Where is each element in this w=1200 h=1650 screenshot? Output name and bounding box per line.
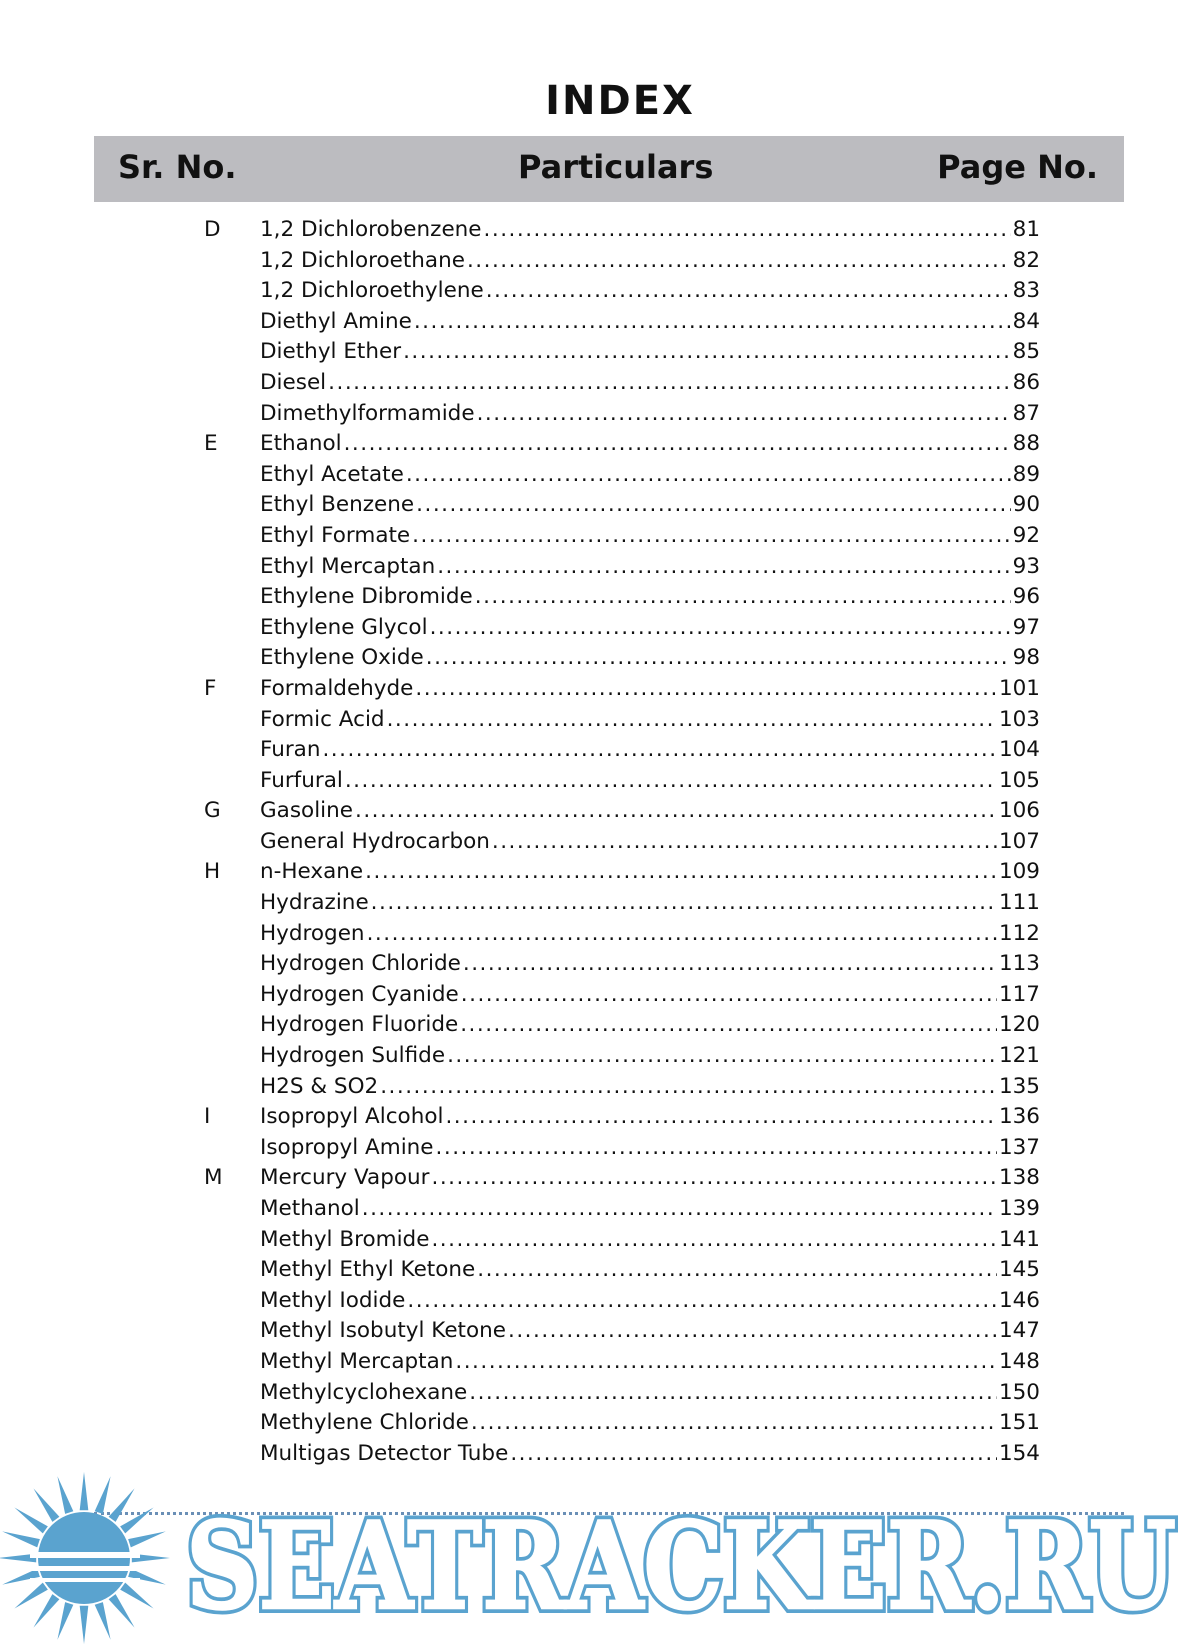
entry-page-number: 84	[1012, 308, 1040, 334]
entry-name: Hydrazine	[260, 890, 369, 916]
sun-ray	[95, 1602, 111, 1640]
entry-name: Methylcyclohexane	[260, 1379, 468, 1405]
sun-ray	[33, 1488, 59, 1521]
entry-page-number: 148	[998, 1348, 1040, 1374]
entry-name: 1,2 Dichloroethane	[260, 247, 465, 273]
index-entry	[260, 707, 1040, 732]
index-row	[0, 552, 1200, 583]
entry-page-number: 101	[998, 675, 1040, 701]
sun-ray	[109, 1594, 135, 1627]
dot-leader	[469, 1380, 997, 1405]
entry-page-number: 88	[1012, 431, 1040, 457]
entry-name: Methyl Iodide	[260, 1287, 406, 1313]
entry-page-number: 104	[998, 737, 1040, 763]
index-row	[0, 1316, 1200, 1347]
entry-name: Methyl Bromide	[260, 1226, 430, 1252]
index-entry	[260, 1165, 1040, 1190]
dot-leader	[460, 1012, 997, 1037]
entry-page-number: 90	[1012, 492, 1040, 518]
index-row	[0, 1225, 1200, 1256]
index-entry	[260, 401, 1040, 426]
entry-page-number: 92	[1012, 522, 1040, 548]
index-letter: F	[204, 675, 217, 701]
entry-name: Methyl Ethyl Ketone	[260, 1257, 476, 1283]
entry-page-number: 107	[998, 828, 1040, 854]
index-entry	[260, 1227, 1040, 1252]
entry-page-number: 145	[998, 1257, 1040, 1283]
dot-leader	[475, 584, 1011, 609]
index-letter: E	[204, 431, 218, 457]
entry-page-number: 138	[998, 1165, 1040, 1191]
index-row	[0, 1194, 1200, 1225]
index-entry	[260, 798, 1040, 823]
index-entry	[260, 248, 1040, 273]
index-row	[0, 1163, 1200, 1194]
index-row	[0, 460, 1200, 491]
entry-name: Ethyl Mercaptan	[260, 553, 436, 579]
entry-name: Hydrogen Sulfide	[260, 1043, 446, 1069]
entry-name: Isopropyl Alcohol	[260, 1104, 444, 1130]
index-list	[0, 215, 1200, 1469]
index-letter: D	[204, 217, 221, 242]
entry-name: Hydrogen Fluoride	[260, 1012, 459, 1038]
index-row	[0, 1102, 1200, 1133]
dot-leader	[355, 798, 997, 823]
entry-page-number: 86	[1012, 369, 1040, 395]
index-row	[0, 368, 1200, 399]
dot-leader	[403, 339, 1011, 364]
entry-name: Hydrogen Chloride	[260, 951, 461, 977]
index-entry	[260, 278, 1040, 303]
entry-name: Multigas Detector Tube	[260, 1440, 509, 1466]
dot-leader	[345, 768, 997, 793]
index-letter: G	[204, 798, 221, 824]
index-entry	[260, 217, 1040, 242]
index-row	[0, 1010, 1200, 1041]
sun-ray	[120, 1583, 153, 1609]
index-row	[0, 276, 1200, 307]
entry-page-number: 117	[998, 981, 1040, 1007]
entry-page-number: 112	[998, 920, 1040, 946]
entry-page-number: 135	[998, 1073, 1040, 1099]
dot-leader	[431, 1227, 997, 1252]
index-entry	[260, 768, 1040, 793]
index-entry	[260, 921, 1040, 946]
entry-name: 1,2 Dichlorobenzene	[260, 217, 482, 242]
entry-page-number: 141	[998, 1226, 1040, 1252]
entry-name: Hydrogen Cyanide	[260, 981, 459, 1007]
index-row	[0, 246, 1200, 277]
index-row	[0, 705, 1200, 736]
entry-page-number: 139	[998, 1196, 1040, 1221]
index-entry	[260, 982, 1040, 1007]
sun-ray	[128, 1569, 166, 1585]
index-row	[0, 215, 1200, 246]
entry-page-number: 109	[998, 859, 1040, 885]
index-row	[0, 1408, 1200, 1439]
index-row	[0, 582, 1200, 613]
entry-page-number: 85	[1012, 339, 1040, 365]
index-row	[0, 1347, 1200, 1378]
index-row	[0, 674, 1200, 705]
entry-name: Methylene Chloride	[260, 1410, 469, 1436]
index-entry	[260, 676, 1040, 701]
index-entry	[260, 890, 1040, 915]
index-entry	[260, 554, 1040, 579]
entry-name: n-Hexane	[260, 859, 364, 885]
entry-page-number: 98	[1012, 645, 1040, 671]
index-row	[0, 1255, 1200, 1286]
index-entry	[260, 1441, 1040, 1466]
index-entry	[260, 737, 1040, 762]
sun-ray	[109, 1488, 135, 1521]
entry-name: 1,2 Dichloroethylene	[260, 278, 484, 304]
index-entry	[260, 829, 1040, 854]
dot-leader	[380, 1074, 997, 1099]
index-row	[0, 490, 1200, 521]
watermark-text-inline: SEATRACKER.RU	[186, 1496, 1176, 1637]
index-entry	[260, 1043, 1040, 1068]
header-sr-no: Sr. No.	[118, 148, 237, 186]
entry-name: Ethylene Glycol	[260, 614, 428, 640]
sun-ray	[2, 1531, 40, 1547]
sun-ray	[57, 1602, 73, 1640]
entry-name: Hydrogen	[260, 920, 365, 946]
dot-leader	[371, 890, 997, 915]
dot-leader	[387, 707, 997, 732]
entry-name: Diethyl Amine	[260, 308, 412, 334]
index-entry	[260, 1288, 1040, 1313]
index-entry	[260, 1074, 1040, 1099]
dot-leader	[471, 1410, 997, 1435]
dot-leader	[365, 859, 997, 884]
index-entry	[260, 584, 1040, 609]
sun-ray	[80, 1472, 89, 1510]
dot-leader	[415, 676, 997, 701]
dot-leader	[430, 615, 1011, 640]
dot-leader	[407, 1288, 997, 1313]
index-row	[0, 1133, 1200, 1164]
entry-name: Ethyl Formate	[260, 522, 411, 548]
index-row	[0, 337, 1200, 368]
entry-name: General Hydrocarbon	[260, 828, 490, 854]
dot-leader	[492, 829, 997, 854]
entry-page-number: 137	[998, 1134, 1040, 1160]
dot-leader	[431, 1165, 996, 1190]
dot-leader	[426, 645, 1011, 670]
index-entry	[260, 309, 1040, 334]
entry-page-number: 87	[1012, 400, 1040, 426]
index-row	[0, 857, 1200, 888]
index-row	[0, 919, 1200, 950]
entry-page-number: 83	[1012, 278, 1040, 304]
dot-leader	[406, 462, 1011, 487]
dot-leader	[437, 554, 1010, 579]
index-entry	[260, 1104, 1040, 1129]
entry-page-number: 120	[998, 1012, 1040, 1038]
index-entry	[260, 1410, 1040, 1435]
index-row	[0, 888, 1200, 919]
index-letter: I	[204, 1104, 211, 1130]
index-row	[0, 307, 1200, 338]
entry-name: Ethylene Dibromide	[260, 584, 473, 610]
entry-name: Ethanol	[260, 431, 342, 457]
index-row	[0, 949, 1200, 980]
index-row	[0, 735, 1200, 766]
dot-leader	[463, 951, 997, 976]
dot-leader	[461, 982, 997, 1007]
entry-page-number: 146	[998, 1287, 1040, 1313]
entry-name: Dimethylformamide	[260, 400, 475, 426]
index-entry	[260, 1012, 1040, 1037]
dot-leader	[344, 431, 1011, 456]
entry-name: Methyl Mercaptan	[260, 1348, 454, 1374]
index-letter: H	[204, 859, 221, 885]
entry-page-number: 81	[1012, 217, 1040, 242]
entry-name: Furan	[260, 737, 321, 763]
dot-leader	[447, 1043, 997, 1068]
entry-name: Ethyl Acetate	[260, 461, 404, 487]
index-row	[0, 1286, 1200, 1317]
entry-page-number: 147	[998, 1318, 1040, 1344]
entry-name: Isopropyl Amine	[260, 1134, 434, 1160]
entry-name: Formic Acid	[260, 706, 385, 732]
dot-leader	[477, 401, 1011, 426]
entry-page-number: 103	[998, 706, 1040, 732]
entry-page-number: 93	[1012, 553, 1040, 579]
entry-page-number: 136	[998, 1104, 1040, 1130]
entry-page-number: 111	[998, 890, 1040, 916]
index-entry	[260, 370, 1040, 395]
entry-page-number: 82	[1012, 247, 1040, 273]
sun-logo-icon	[0, 1472, 170, 1644]
sun-ray	[80, 1606, 89, 1644]
entry-name: Gasoline	[260, 798, 353, 824]
watermark	[0, 1470, 1200, 1650]
entry-name: H2S & SO2	[260, 1073, 379, 1099]
watermark-text: SEATRACKER.RU	[186, 1496, 1176, 1637]
entry-name: Methanol	[260, 1196, 360, 1221]
sun-ray	[2, 1569, 40, 1585]
entry-name: Formaldehyde	[260, 675, 414, 701]
index-row	[0, 1378, 1200, 1409]
index-row	[0, 1439, 1200, 1470]
dot-leader	[477, 1257, 997, 1282]
index-entry	[260, 431, 1040, 456]
dot-leader	[436, 1135, 997, 1160]
dot-leader	[322, 737, 996, 762]
dot-leader	[467, 248, 1011, 273]
dot-leader	[445, 1104, 996, 1129]
sun-ray	[14, 1583, 47, 1609]
index-row	[0, 827, 1200, 858]
entry-page-number: 150	[998, 1379, 1040, 1405]
entry-name: Ethyl Benzene	[260, 492, 415, 518]
entry-name: Diesel	[260, 369, 327, 395]
entry-name: Ethylene Oxide	[260, 645, 424, 671]
dot-leader	[455, 1349, 997, 1374]
index-row	[0, 766, 1200, 797]
index-entry	[260, 615, 1040, 640]
entry-page-number: 105	[998, 767, 1040, 793]
index-entry	[260, 1135, 1040, 1160]
entry-page-number: 121	[998, 1043, 1040, 1069]
dot-leader	[510, 1441, 997, 1466]
index-row	[0, 399, 1200, 430]
index-entry	[260, 492, 1040, 517]
index-row	[0, 521, 1200, 552]
entry-page-number: 96	[1012, 584, 1040, 610]
entry-page-number: 97	[1012, 614, 1040, 640]
index-entry	[260, 339, 1040, 364]
dot-leader	[362, 1196, 997, 1221]
index-entry	[260, 462, 1040, 487]
sun-ray	[95, 1476, 111, 1514]
header-particulars: Particulars	[518, 148, 714, 186]
entry-page-number: 154	[998, 1440, 1040, 1466]
index-row	[0, 613, 1200, 644]
dot-leader	[508, 1318, 997, 1343]
sun-ray	[128, 1531, 166, 1547]
index-row	[0, 429, 1200, 460]
index-row	[0, 1072, 1200, 1103]
entry-page-number: 89	[1012, 461, 1040, 487]
entry-page-number: 106	[998, 798, 1040, 824]
index-row	[0, 643, 1200, 674]
index-entry	[260, 859, 1040, 884]
sun-ray	[120, 1507, 153, 1533]
index-entry	[260, 951, 1040, 976]
entry-name: Furfural	[260, 767, 343, 793]
dot-leader	[367, 921, 997, 946]
index-letter: M	[204, 1165, 223, 1191]
index-entry	[260, 645, 1040, 670]
entry-page-number: 151	[998, 1410, 1040, 1436]
entry-name: Diethyl Ether	[260, 339, 402, 365]
index-row	[0, 796, 1200, 827]
index-entry	[260, 1257, 1040, 1282]
dot-leader	[484, 217, 1011, 242]
index-row	[0, 1041, 1200, 1072]
sun-ray	[14, 1507, 47, 1533]
index-row	[0, 980, 1200, 1011]
dot-leader	[412, 523, 1010, 548]
dot-leader	[328, 370, 1010, 395]
entry-name: Methyl Isobutyl Ketone	[260, 1318, 506, 1344]
sun-ray	[33, 1594, 59, 1627]
index-entry	[260, 1196, 1040, 1221]
index-entry	[260, 523, 1040, 548]
table-header	[94, 136, 1124, 202]
entry-page-number: 113	[998, 951, 1040, 977]
page-title: INDEX	[545, 78, 695, 124]
sun-ray	[57, 1476, 73, 1514]
dot-leader	[416, 492, 1010, 517]
index-entry	[260, 1318, 1040, 1343]
index-entry	[260, 1380, 1040, 1405]
header-page-no: Page No.	[937, 148, 1098, 186]
dot-leader	[486, 278, 1011, 303]
dot-leader	[414, 309, 1011, 334]
index-entry	[260, 1349, 1040, 1374]
entry-name: Mercury Vapour	[260, 1165, 430, 1191]
